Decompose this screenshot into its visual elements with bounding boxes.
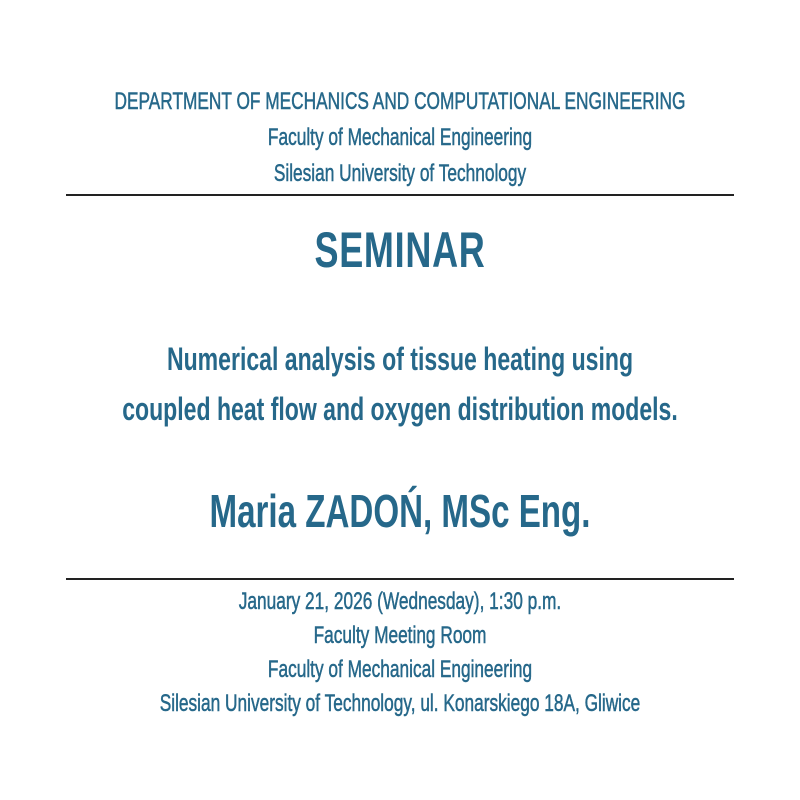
seminar-heading: SEMINAR [314,222,486,278]
talk-title-line: coupled heat flow and oxygen distribution models. [122,391,678,427]
bottom-divider [66,578,734,580]
university-name: Silesian University of Technology [273,160,527,187]
speaker-name: Maria ZADOŃ, MSc Eng. [209,485,591,537]
top-divider [66,194,734,196]
talk-title-line: Numerical analysis of tissue heating using [166,341,634,377]
seminar-datetime: January 21, 2026 (Wednesday), 1:30 p.m. [238,588,562,615]
seminar-faculty: Faculty of Mechanical Engineering [267,656,533,683]
details-block [112,585,688,721]
faculty-name: Faculty of Mechanical Engineering [267,124,533,151]
seminar-address: Silesian University of Technology, ul. Konarskiego 18A, Gliwice [159,690,641,717]
seminar-room: Faculty Meeting Room [313,622,487,649]
department-name: DEPARTMENT OF MECHANICS AND COMPUTATIONAL ENGINEERING [114,88,686,115]
header-block [112,0,688,192]
talk-title [112,334,688,434]
